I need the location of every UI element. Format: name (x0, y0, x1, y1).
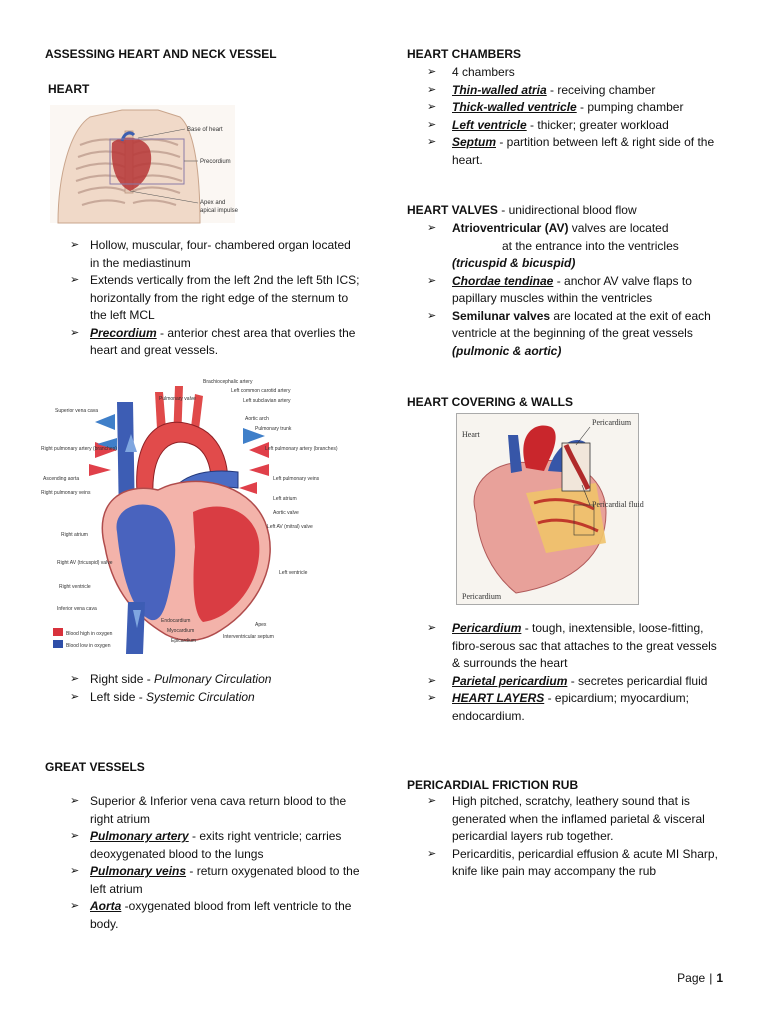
label-lav: Left AV (mitral) valve (267, 524, 313, 530)
arrow-bullet-icon: ➢ (70, 830, 80, 842)
label-brachio: Brachiocephalic artery (203, 379, 253, 385)
chambers-bullets (407, 64, 727, 169)
legend-low: Blood low in oxygen (66, 643, 111, 649)
covering-bullets (407, 620, 727, 725)
arrow-bullet-icon: ➢ (70, 900, 80, 912)
label-lsub: Left subclavian artery (243, 398, 291, 404)
label-pericardial-fluid: Pericardial fluid (592, 500, 644, 509)
valves-bullets (407, 220, 727, 360)
arrow-bullet-icon: ➢ (427, 66, 437, 78)
list-item: ➢ Pulmonary veins - return oxygenated blood to the left atrium (70, 864, 360, 896)
pericardium-figure (456, 413, 644, 605)
label-ivc: Inferior vena cava (57, 606, 97, 612)
arrow-bullet-icon: ➢ (70, 865, 80, 877)
arrow-bullet-icon: ➢ (427, 136, 437, 148)
arrow-bullet-icon: ➢ (427, 674, 437, 687)
heart-heading: HEART (48, 82, 90, 96)
label-arch: Aortic arch (245, 416, 269, 422)
heart-valves-heading-line: HEART VALVES - unidirectional blood flow (407, 203, 637, 217)
label-precordium: Precordium (200, 159, 231, 165)
label-base-of-heart: Base of heart (187, 127, 223, 133)
label-septum: Interventricular septum (223, 634, 274, 640)
list-item: ➢ Left ventricle - thicker; greater workload (407, 117, 727, 135)
label-rvent: Right ventricle (59, 584, 91, 590)
legend-swatch-low (53, 640, 63, 648)
label-avalve: Aortic valve (273, 510, 299, 516)
legend-swatch-high (53, 628, 63, 636)
arrow-bullet-icon: ➢ (70, 673, 80, 685)
label-myo: Myocardium (167, 628, 195, 634)
label-apex: Apex (255, 622, 267, 628)
arrow-bullet-icon: ➢ (70, 326, 80, 339)
great-vessels-bullets (45, 793, 363, 933)
arrow-bullet-icon: ➢ (427, 847, 437, 860)
page-separator: | (709, 971, 713, 985)
friction-rub-heading: PERICARDIAL FRICTION RUB (407, 778, 579, 792)
label-latrium: Left atrium (273, 496, 297, 502)
list-item: ➢ Left side - Systemic Circulation (45, 689, 363, 707)
label-lpv: Left pulmonary veins (273, 476, 320, 482)
label-rpa: Right pulmonary artery (branches) (41, 446, 117, 452)
arrow-bullet-icon: ➢ (70, 690, 80, 703)
label-lcommon: Left common carotid artery (231, 388, 291, 394)
list-item: ➢ Thin-walled atria - receiving chamber (407, 82, 727, 100)
label-asc: Ascending aorta (43, 476, 80, 482)
arrow-bullet-icon: ➢ (427, 622, 437, 634)
great-vessels-heading: GREAT VESSELS (45, 760, 145, 774)
chest-figure (50, 105, 239, 223)
arrow-bullet-icon: ➢ (427, 274, 437, 287)
label-pericardium-top: Pericardium (592, 418, 632, 427)
arrow-bullet-icon: ➢ (70, 239, 80, 251)
arrow-bullet-icon: ➢ (427, 795, 437, 807)
list-item: ➢ Pericardium - tough, inextensible, loose-fitting, fibro-serous sac that attaches to the great vessels & surrounds the heart (427, 621, 717, 670)
list-item: ➢ High pitched, scratchy, leathery sound that is generated when the inflamed parietal & visceral pericardial layers rub together. (427, 794, 705, 843)
list-item: ➢ Aorta -oxygenated blood from left ventricle to the body. (70, 899, 352, 931)
list-item: ➢ Right side - Pulmonary Circulation (45, 671, 363, 689)
list-item: ➢ Chordae tendinae - anchor AV valve flaps to papillary muscles within the ventricles (427, 273, 692, 305)
page-label: Page (677, 971, 706, 985)
list-item: ➢ Precordium - anterior chest area that overlies the heart and great vessels. (70, 325, 356, 357)
label-apex: Apex and (200, 200, 226, 206)
arrow-bullet-icon: ➢ (70, 795, 80, 807)
label-ptrunk: Pulmonary trunk (255, 426, 292, 432)
list-item: ➢ 4 chambers (407, 64, 727, 82)
label-lvent: Left ventricle (279, 570, 308, 576)
heart-bullets (45, 237, 363, 360)
list-item: ➢ Parietal pericardium - secretes pericardial fluid (407, 673, 727, 691)
label-rpv: Right pulmonary veins (41, 490, 91, 496)
list-item: ➢ HEART LAYERS - epicardium; myocardium; endocardium. (427, 691, 689, 723)
list-item: ➢ Extends vertically from the left 2nd the left 5th ICS; horizontally from the right edge of the sternum to the left MCL (70, 273, 360, 322)
arrow-bullet-icon: ➢ (427, 118, 437, 131)
label-rav: Right AV (tricuspid) valve (57, 560, 113, 566)
list-item: ➢ Semilunar valves are located at the exit of each ventricle at the beginning of the great vessels (pulmonic & aortic) (427, 308, 711, 358)
label-svc: Superior vena cava (55, 408, 99, 414)
label-lpa: Left pulmonary artery (branches) (265, 446, 338, 452)
arrow-bullet-icon: ➢ (427, 692, 437, 704)
label-pulm-valve: Pulmonary valve (159, 396, 196, 402)
label-ratrium: Right atrium (61, 532, 88, 538)
arrow-bullet-icon: ➢ (427, 222, 437, 234)
label-endo: Endocardium (161, 618, 191, 624)
label-pericardium-bottom: Pericardium (462, 592, 502, 601)
legend-high: Blood high in oxygen (66, 631, 113, 637)
list-item: ➢ Pulmonary artery - exits right ventricle; carries deoxygenated blood to the lungs (70, 829, 342, 861)
circulation-bullets (45, 671, 363, 706)
heart-covering-heading: HEART COVERING & WALLS (407, 395, 574, 409)
friction-rub-bullets (407, 793, 727, 881)
label-apical-impulse: apical impulse (200, 208, 239, 214)
list-item: ➢ Pericarditis, pericardial effusion & acute MI Sharp, knife like pain may accompany the rub (427, 846, 718, 878)
page-number: 1 (716, 971, 723, 985)
arrow-bullet-icon: ➢ (427, 83, 437, 96)
arrow-bullet-icon: ➢ (70, 274, 80, 286)
arrow-bullet-icon: ➢ (427, 101, 437, 113)
heart-anatomy-diagram (33, 372, 338, 654)
list-item: ➢ Superior & Inferior vena cava return blood to the right atrium (70, 794, 347, 826)
list-item: ➢ Atrioventricular (AV) valves are located at the entrance into the ventricles (tricuspid & bicuspid) (427, 221, 679, 270)
arrow-bullet-icon: ➢ (427, 309, 437, 322)
list-item: ➢ Hollow, muscular, four- chambered organ located in the mediastinum (70, 238, 351, 270)
label-epi: Epicardium (171, 638, 197, 644)
document-title: ASSESSING HEART AND NECK VESSEL (45, 47, 277, 61)
page-footer (677, 971, 723, 985)
list-item: ➢ Thick-walled ventricle - pumping chamber (407, 99, 727, 117)
heart-chambers-heading: HEART CHAMBERS (407, 47, 521, 61)
label-heart: Heart (462, 430, 480, 439)
list-item: ➢ Septum - partition between left & right side of the heart. (427, 135, 715, 167)
